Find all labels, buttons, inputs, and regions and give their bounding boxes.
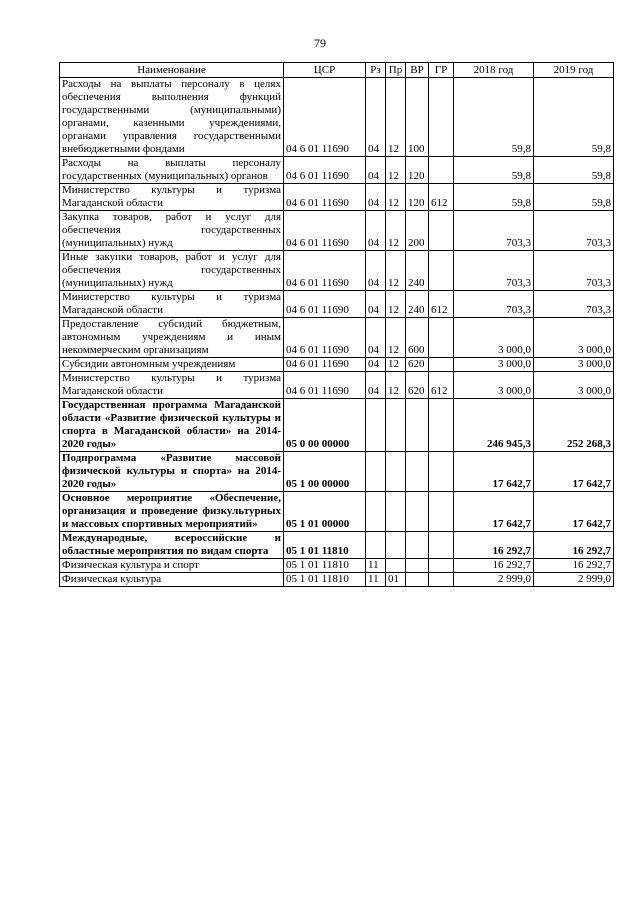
cell-csr: 04 6 01 11690 [284,372,366,399]
cell-gr [429,78,454,157]
cell-2019: 703,3 [534,251,614,291]
cell-csr: 04 6 01 11690 [284,251,366,291]
cell-gr [429,452,454,492]
cell-2019: 17 642,7 [534,492,614,532]
column-header-2018: 2018 год [454,63,534,78]
cell-csr: 04 6 01 11690 [284,211,366,251]
table-row [60,251,614,291]
cell-vr: 240 [406,251,429,291]
cell-2019: 252 268,3 [534,399,614,452]
cell-vr [406,492,429,532]
cell-pr [386,399,406,452]
cell-2019: 59,8 [534,157,614,184]
cell-name: Министерство культуры и туризма Магаданской области [60,372,284,399]
cell-2018: 59,8 [454,157,534,184]
cell-rz: 11 [366,559,386,573]
cell-name: Физическая культура и спорт [60,559,284,573]
cell-csr: 05 1 01 11810 [284,559,366,573]
cell-vr: 600 [406,318,429,358]
cell-csr: 04 6 01 11690 [284,157,366,184]
cell-2018: 3 000,0 [454,372,534,399]
budget-table [59,62,614,587]
cell-csr: 04 6 01 11690 [284,358,366,372]
cell-2018: 246 945,3 [454,399,534,452]
cell-2019: 59,8 [534,184,614,211]
cell-2018: 2 999,0 [454,573,534,587]
cell-vr [406,399,429,452]
cell-2018: 703,3 [454,251,534,291]
cell-2019: 16 292,7 [534,532,614,559]
cell-2018: 59,8 [454,184,534,211]
cell-name: Физическая культура [60,573,284,587]
cell-name: Международные, всероссийские и областные мероприятия по видам спорта [60,532,284,559]
table-body [60,78,614,587]
table-row [60,573,614,587]
cell-2018: 3 000,0 [454,318,534,358]
cell-rz [366,532,386,559]
cell-pr: 12 [386,318,406,358]
column-header-vr: ВР [406,63,429,78]
table-row [60,318,614,358]
cell-2018: 59,8 [454,78,534,157]
page-number: 79 [314,36,326,50]
cell-vr: 240 [406,291,429,318]
cell-name: Расходы на выплаты персоналу государственных (муниципальных) органов [60,157,284,184]
cell-gr [429,492,454,532]
cell-2018: 703,3 [454,291,534,318]
cell-pr: 01 [386,573,406,587]
cell-name: Иные закупки товаров, работ и услуг для обеспечения государственных (муниципальных) нужд [60,251,284,291]
cell-vr: 100 [406,78,429,157]
cell-csr: 05 0 00 00000 [284,399,366,452]
cell-gr [429,532,454,559]
table-row [60,291,614,318]
cell-gr [429,399,454,452]
column-header-name: Наименование [60,63,284,78]
table-row [60,399,614,452]
cell-2019: 59,8 [534,78,614,157]
cell-name: Подпрограмма «Развитие массовой физической культуры и спорта» на 2014-2020 годы» [60,452,284,492]
cell-vr [406,573,429,587]
cell-2018: 16 292,7 [454,532,534,559]
cell-vr [406,532,429,559]
column-header-csr: ЦСР [284,63,366,78]
cell-name: Предоставление субсидий бюджетным, автономным учреждениям и иным некоммерческим организациям [60,318,284,358]
cell-rz: 04 [366,211,386,251]
cell-name: Основное мероприятие «Обеспечение, организация и проведение физкультурных и массовых спортивных мероприятий» [60,492,284,532]
cell-pr [386,452,406,492]
cell-gr [429,157,454,184]
table-row [60,211,614,251]
cell-gr [429,358,454,372]
cell-name: Расходы на выплаты персоналу в целях обеспечения выполнения функций государственными (муниципальными) органами, казенными учреждениями, органами управления государственными внебюджетными фондами [60,78,284,157]
cell-rz: 11 [366,573,386,587]
cell-rz: 04 [366,78,386,157]
cell-2019: 17 642,7 [534,452,614,492]
cell-csr: 04 6 01 11690 [284,184,366,211]
cell-name: Министерство культуры и туризма Магаданской области [60,184,284,211]
table-header-row [60,63,614,78]
cell-pr: 12 [386,157,406,184]
cell-vr [406,559,429,573]
cell-rz: 04 [366,157,386,184]
cell-gr [429,211,454,251]
cell-vr: 620 [406,372,429,399]
cell-name: Государственная программа Магаданской области «Развитие физической культуры и спорта в Магаданской области» на 2014-2020 годы» [60,399,284,452]
column-header-pr: Пр [386,63,406,78]
table-row [60,157,614,184]
cell-2019: 3 000,0 [534,318,614,358]
cell-gr [429,251,454,291]
cell-pr [386,532,406,559]
cell-pr [386,492,406,532]
cell-rz [366,399,386,452]
cell-2018: 3 000,0 [454,358,534,372]
cell-csr: 04 6 01 11690 [284,78,366,157]
column-header-rz: Рз [366,63,386,78]
table-row [60,452,614,492]
cell-pr: 12 [386,78,406,157]
table-row [60,559,614,573]
table-row [60,358,614,372]
column-header-2019: 2019 год [534,63,614,78]
cell-2019: 3 000,0 [534,372,614,399]
cell-rz [366,492,386,532]
cell-vr [406,452,429,492]
cell-csr: 05 1 01 00000 [284,492,366,532]
cell-rz: 04 [366,372,386,399]
cell-vr: 120 [406,184,429,211]
cell-2019: 703,3 [534,211,614,251]
cell-2019: 2 999,0 [534,573,614,587]
cell-2019: 16 292,7 [534,559,614,573]
cell-pr [386,559,406,573]
cell-2018: 16 292,7 [454,559,534,573]
cell-rz: 04 [366,184,386,211]
cell-gr [429,573,454,587]
cell-pr: 12 [386,358,406,372]
cell-name: Министерство культуры и туризма Магаданской области [60,291,284,318]
cell-gr [429,559,454,573]
cell-2018: 17 642,7 [454,452,534,492]
cell-name: Субсидии автономным учреждениям [60,358,284,372]
cell-csr: 05 1 01 11810 [284,532,366,559]
table-row [60,492,614,532]
cell-rz: 04 [366,251,386,291]
cell-rz: 04 [366,358,386,372]
cell-csr: 05 1 00 00000 [284,452,366,492]
cell-pr: 12 [386,372,406,399]
cell-2019: 703,3 [534,291,614,318]
cell-gr [429,318,454,358]
cell-csr: 05 1 01 11810 [284,573,366,587]
cell-gr: 612 [429,372,454,399]
cell-rz: 04 [366,291,386,318]
column-header-gr: ГР [429,63,454,78]
cell-2018: 17 642,7 [454,492,534,532]
cell-name: Закупка товаров, работ и услуг для обеспечения государственных (муниципальных) нужд [60,211,284,251]
cell-pr: 12 [386,291,406,318]
table-row [60,78,614,157]
cell-pr: 12 [386,251,406,291]
cell-gr: 612 [429,291,454,318]
cell-csr: 04 6 01 11690 [284,318,366,358]
cell-rz: 04 [366,318,386,358]
cell-pr: 12 [386,211,406,251]
cell-vr: 200 [406,211,429,251]
cell-pr: 12 [386,184,406,211]
table-row [60,532,614,559]
cell-gr: 612 [429,184,454,211]
cell-csr: 04 6 01 11690 [284,291,366,318]
cell-vr: 620 [406,358,429,372]
cell-2019: 3 000,0 [534,358,614,372]
table-row [60,184,614,211]
cell-vr: 120 [406,157,429,184]
cell-rz [366,452,386,492]
table-row [60,372,614,399]
cell-2018: 703,3 [454,211,534,251]
